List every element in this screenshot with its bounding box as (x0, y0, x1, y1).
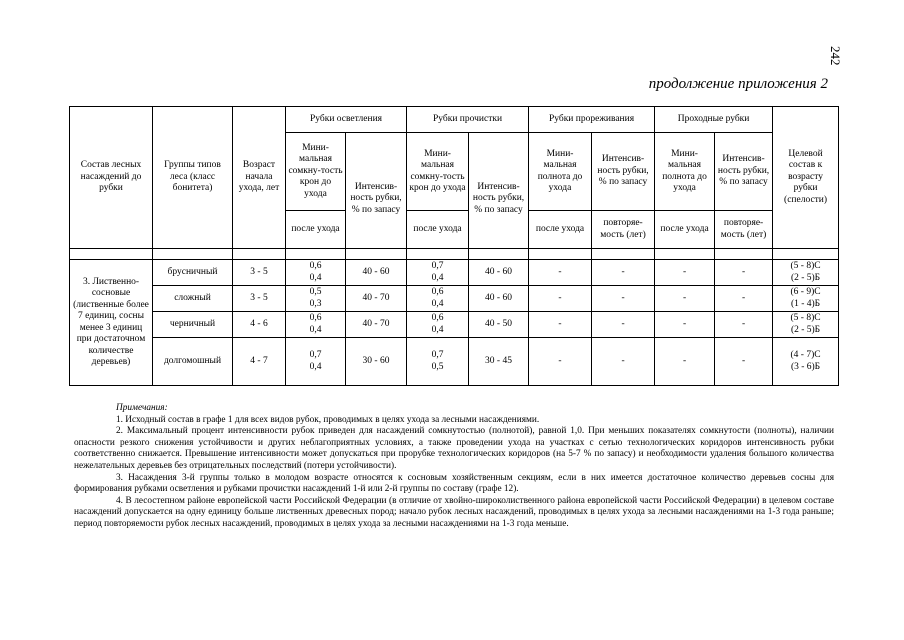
cell-canopy: 0,6 0,4 (407, 286, 469, 312)
cell-intensity: 40 - 60 (346, 260, 407, 286)
cell-target: (4 - 7)С (3 - 6)Б (773, 338, 839, 386)
cell-density: - (529, 260, 592, 286)
cell-canopy: 0,6 0,4 (407, 312, 469, 338)
cell-density: - (655, 312, 715, 338)
notes-heading: Примечания: (116, 403, 168, 413)
cell-target: (5 - 8)С (2 - 5)Б (773, 312, 839, 338)
header-start-age: Возраст начала ухода, лет (233, 107, 286, 249)
cell-repeat: - (592, 286, 655, 312)
cell-age: 4 - 7 (233, 338, 286, 386)
cell-intensity: 40 - 70 (346, 286, 407, 312)
table-row (70, 286, 839, 312)
header-min-density: Мини-мальная полнота до ухода (529, 133, 592, 211)
note-item: 4. В лесостепном районе европейской части Российской Федерации (в отличие от хвойно-широколиственного района европейской части Российской Федерации) в целевом составе насаждений допускается на одну единицу больше лиственных древесных пород; начало рубок лесных насаждений, проводимых в целях ухода за лесными насаждениями на 1-3 года раньше; период повторяемости рубок лесных насаждений, проводимых в целях ухода за лесными насаждениями на 1-3 года меньше. (74, 495, 834, 529)
cell-density: - (655, 260, 715, 286)
cell-intensity: 40 - 60 (469, 260, 529, 286)
cell-target: (5 - 8)С (2 - 5)Б (773, 260, 839, 286)
header-after-care: после ухода (529, 211, 592, 249)
cell-canopy: 0,7 0,4 (286, 338, 346, 386)
header-forest-groups: Группы типов леса (класс бонитета) (153, 107, 233, 249)
cell-repeat: - (715, 312, 773, 338)
cell-age: 3 - 5 (233, 286, 286, 312)
header-clarification: Рубки осветления (286, 107, 407, 133)
cell-repeat: - (715, 338, 773, 386)
continuation-title: продолжение приложения 2 (648, 76, 828, 92)
cell-density: - (655, 286, 715, 312)
cell-repeat: - (592, 312, 655, 338)
cell-canopy: 0,5 0,3 (286, 286, 346, 312)
cell-density: - (529, 312, 592, 338)
header-passing: Проходные рубки (655, 107, 773, 133)
cell-canopy: 0,7 0,5 (407, 338, 469, 386)
cell-repeat: - (715, 260, 773, 286)
cell-density: - (529, 286, 592, 312)
cell-intensity: 30 - 45 (469, 338, 529, 386)
cell-intensity: 40 - 60 (469, 286, 529, 312)
header-cleaning: Рубки прочистки (407, 107, 529, 133)
page-number: 242 (828, 46, 843, 66)
cell-density: - (655, 338, 715, 386)
cell-composition: 3. Лиственно-сосновые (лиственные более 7 единиц, сосны менее 3 единиц при достаточном количестве деревьев) (70, 260, 153, 386)
cell-age: 4 - 6 (233, 312, 286, 338)
header-repeatability: повторяе-мость (лет) (592, 211, 655, 249)
header-composition: Состав лесных насаждений до рубки (70, 107, 153, 249)
cell-canopy: 0,7 0,4 (407, 260, 469, 286)
header-repeatability: повторяе-мость (лет) (715, 211, 773, 249)
cell-canopy: 0,6 0,4 (286, 260, 346, 286)
header-min-canopy: Мини-мальная сомкну-тость крон до ухода (407, 133, 469, 211)
spacer-row (70, 249, 839, 260)
header-intensity: Интенсив-ность рубки, % по запасу (469, 133, 529, 249)
header-target: Целевой состав к возрасту рубки (спелости) (773, 107, 839, 249)
cell-repeat: - (592, 260, 655, 286)
rules-table (69, 106, 839, 386)
cell-age: 3 - 5 (233, 260, 286, 286)
header-intensity: Интенсив-ность рубки, % по запасу (592, 133, 655, 211)
header-min-density: Мини-мальная полнота до ухода (655, 133, 715, 211)
header-after-care: после ухода (407, 211, 469, 249)
cell-intensity: 30 - 60 (346, 338, 407, 386)
note-item: 3. Насаждения 3-й группы только в молодом возрасте относятся к сосновым хозяйственным секциям, если в них имеется достаточное количество деревьев сосны для формирования рубками осветления и рубками прочистки насаждений 1-й или 2-й группы по составу (графе 12). (74, 472, 834, 495)
header-min-canopy: Мини-мальная сомкну-тость крон до ухода (286, 133, 346, 211)
table-row (70, 260, 839, 286)
header-intensity: Интенсив-ность рубки, % по запасу (346, 133, 407, 249)
table-row (70, 338, 839, 386)
header-after-care: после ухода (286, 211, 346, 249)
header-after-care: после ухода (655, 211, 715, 249)
cell-group: сложный (153, 286, 233, 312)
cell-intensity: 40 - 50 (469, 312, 529, 338)
header-intensity: Интенсив-ность рубки, % по запасу (715, 133, 773, 211)
cell-target: (6 - 9)С (1 - 4)Б (773, 286, 839, 312)
cell-repeat: - (715, 286, 773, 312)
cell-group: черничный (153, 312, 233, 338)
header-thinning: Рубки прореживания (529, 107, 655, 133)
table-row (70, 312, 839, 338)
cell-group: брусничный (153, 260, 233, 286)
cell-group: долгомошный (153, 338, 233, 386)
cell-density: - (529, 338, 592, 386)
notes-section (74, 403, 834, 531)
note-item: 1. Исходный состав в графе 1 для всех видов рубок, проводимых в целях ухода за лесными насаждениями. (116, 414, 540, 425)
note-item: 2. Максимальный процент интенсивности рубок приведен для насаждений сомкнутостью (полнотой), равной 1,0. При меньших показателях сомкнутости (полноты), наличии опасности резкого снижения устойчивости и других неблагоприятных условиях, а также проведении ухода на участках с сетью технологических коридоров интенсивность рубки соответственно снижается. Превышение интенсивности может допускаться при прорубке технологических коридоров (на 5-7 % по запасу) и необходимости удаления большого количества нежелательных деревьев без отрицательных последствий (потери устойчивости). (74, 426, 834, 471)
cell-repeat: - (592, 338, 655, 386)
cell-intensity: 40 - 70 (346, 312, 407, 338)
cell-canopy: 0,6 0,4 (286, 312, 346, 338)
